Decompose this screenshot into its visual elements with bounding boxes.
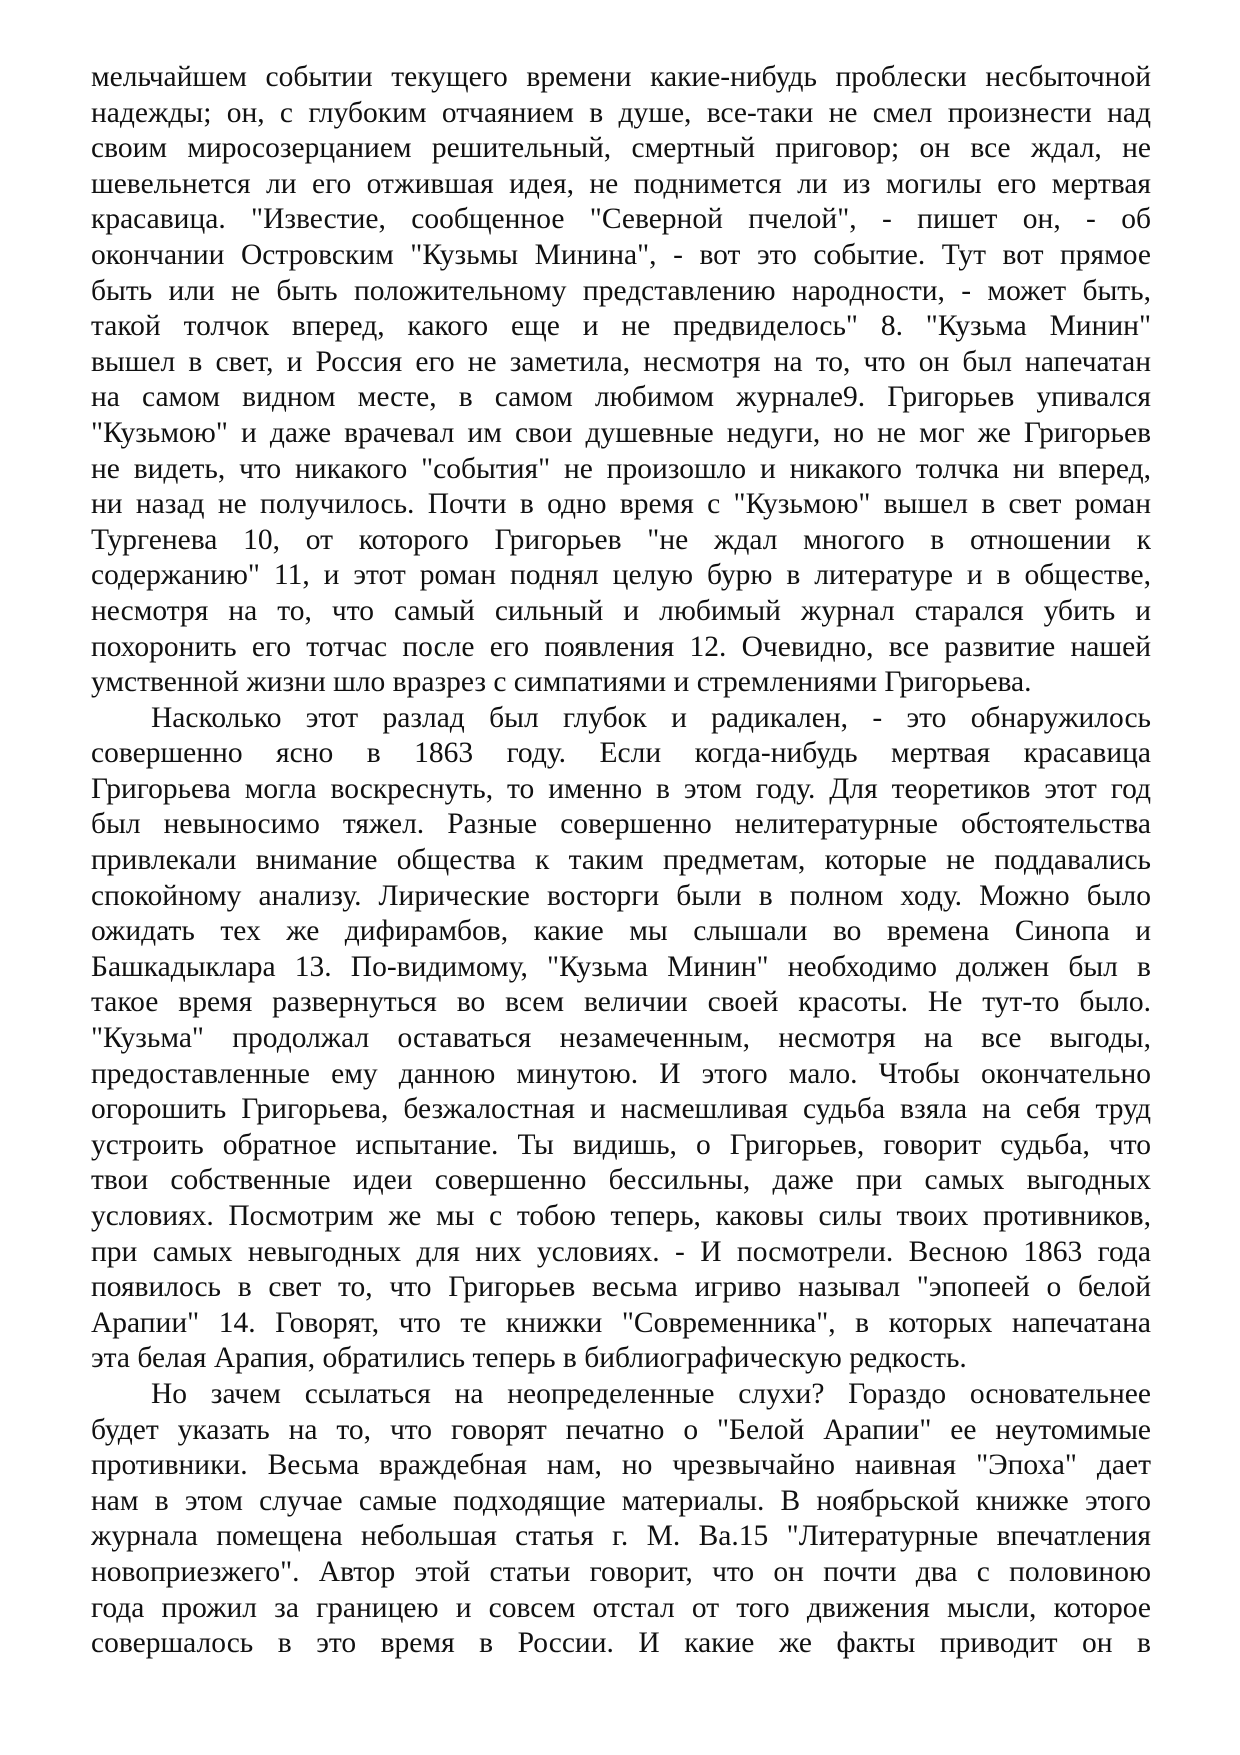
text-line: нам в этом случае самые подходящие материалы. В ноябрьской книжке этого — [91, 1484, 1151, 1517]
text-line: надежды; он, с глубоким отчаянием в душе, все-таки не смел произнести над — [91, 96, 1151, 129]
text-line: несмотря на то, что самый сильный и любимый журнал старался убить и — [91, 594, 1151, 627]
text-line: Тургенева 10, от которого Григорьев "не ждал многого в отношении к — [91, 523, 1151, 556]
paragraph-2 — [91, 701, 1151, 1377]
text-line: не видеть, что никакого "события" не произошло и никакого толчка ни вперед, — [91, 452, 1151, 485]
text-line: шевельнется ли его отжившая идея, не поднимется ли из могилы его мертвая — [91, 167, 1151, 200]
text-line: огорошить Григорьева, безжалостная и насмешливая судьба взяла на себя труд — [91, 1093, 1151, 1126]
text-line: противники. Весьма враждебная нам, но чрезвычайно наивная "Эпоха" дает — [91, 1449, 1151, 1482]
text-line: журнала помещена небольшая статья г. М. Ва.15 "Литературные впечатления — [91, 1520, 1151, 1553]
paragraph-1 — [91, 60, 1151, 701]
text-line: будет указать на то, что говорят печатно о "Белой Арапии" ее неутомимые — [91, 1413, 1151, 1446]
text-line: твои собственные идеи совершенно бессильны, даже при самых выгодных — [91, 1164, 1151, 1197]
text-line: условиях. Посмотрим же мы с тобою теперь, каковы силы твоих противников, — [91, 1200, 1151, 1232]
text-line: привлекали внимание общества к таким предметам, которые не поддавались — [91, 844, 1151, 877]
text-line: "Кузьмою" и даже врачевал им свои душевные недуги, но не мог же Григорьев — [91, 416, 1151, 449]
text-line: появилось в свет то, что Григорьев весьма игриво называл "эпопеей о белой — [91, 1271, 1151, 1304]
text-line: умственной жизни шло вразрез с симпатиями и стремлениями Григорьева. — [91, 666, 1032, 699]
text-line: похоронить его тотчас после его появления 12. Очевидно, все развитие нашей — [91, 630, 1151, 663]
text-line: спокойному анализу. Лирические восторги были в полном ходу. Можно было — [91, 879, 1151, 912]
text-line: такой толчок вперед, какого еще и не предвиделось" 8. "Кузьма Минин" — [91, 310, 1151, 343]
text-line: был невыносимо тяжел. Разные совершенно нелитературные обстоятельства — [91, 808, 1151, 841]
text-line: ожидать тех же дифирамбов, какие мы слышали во времена Синопа и — [91, 915, 1151, 948]
paragraph-3 — [91, 1377, 1151, 1662]
text-line: эта белая Арапия, обратились теперь в библиографическую редкость. — [91, 1342, 967, 1375]
text-line: "Кузьма" продолжал оставаться незамеченным, несмотря на все выгоды, — [91, 1022, 1151, 1055]
text-line: красавица. "Известие, сообщенное "Северной пчелой", - пишет он, - об — [91, 203, 1151, 236]
text-line: совершенно ясно в 1863 году. Если когда-нибудь мертвая красавица — [91, 737, 1151, 770]
text-line: устроить обратное испытание. Ты видишь, о Григорьев, говорит судьба, что — [91, 1128, 1151, 1161]
text-line: вышел в свет, и Россия его не заметила, несмотря на то, что он был напечатан — [91, 345, 1151, 378]
text-line: новоприезжего". Автор этой статьи говорит, что он почти два с половиною — [91, 1555, 1151, 1588]
text-line: совершалось в это время в России. И какие же факты приводит он в — [91, 1627, 1151, 1660]
text-line: содержанию" 11, и этот роман поднял целую бурю в литературе и в обществе, — [91, 559, 1151, 592]
text-line: Но зачем ссылаться на неопределенные слухи? Гораздо основательнее — [151, 1377, 1151, 1410]
text-line: Башкадыклара 13. По-видимому, "Кузьма Минин" необходимо должен был в — [91, 950, 1151, 983]
text-line: своим миросозерцанием решительный, смертный приговор; он все ждал, не — [91, 132, 1151, 165]
text-line: на самом видном месте, в самом любимом журнале9. Григорьев упивался — [91, 381, 1151, 414]
text-line: такое время развернуться во всем величии своей красоты. Не тут-то было. — [91, 986, 1151, 1019]
text-line: года прожил за границею и совсем отстал от того движения мысли, которое — [91, 1591, 1151, 1624]
text-line: Арапии" 14. Говорят, что те книжки "Современника", в которых напечатана — [91, 1306, 1151, 1339]
text-line: Григорьева могла воскреснуть, то именно в этом году. Для теоретиков этот год — [91, 772, 1151, 805]
text-line: Насколько этот разлад был глубок и радикален, - это обнаружилось — [151, 701, 1151, 734]
text-line: быть или не быть положительному представлению народности, - может быть, — [91, 274, 1151, 307]
text-line: при самых невыгодных для них условиях. - И посмотрели. Весною 1863 года — [91, 1235, 1151, 1268]
text-line: мельчайшем событии текущего времени какие-нибудь проблески несбыточной — [91, 61, 1151, 93]
document-page — [91, 60, 1151, 1662]
text-line: окончании Островским "Кузьмы Минина", - вот это событие. Тут вот прямое — [91, 238, 1151, 271]
text-line: ни назад не получилось. Почти в одно время с "Кузьмою" вышел в свет роман — [91, 488, 1151, 521]
text-line: предоставленные ему данною минутою. И этого мало. Чтобы окончательно — [91, 1057, 1151, 1090]
